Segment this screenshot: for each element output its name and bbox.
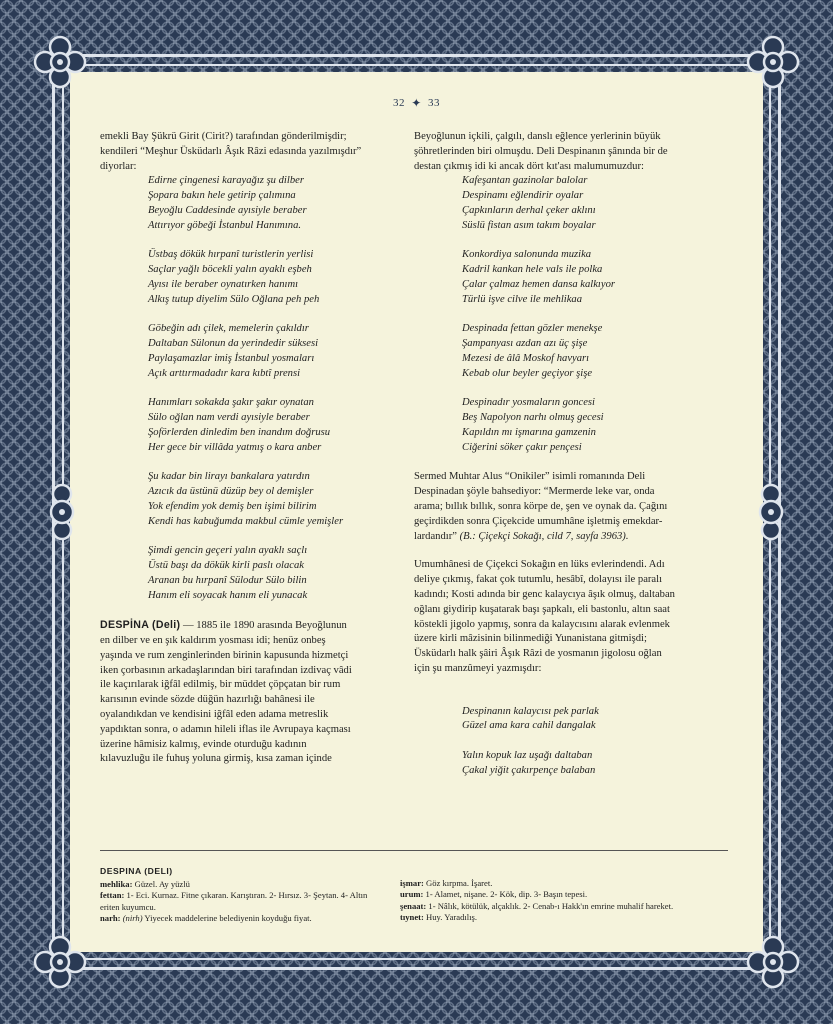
text-line: diyorlar: [100,160,137,172]
left-column [100,130,400,767]
glossary-item [400,901,700,913]
verse-line: Her gece bir villâda yatmış o kara anber [148,441,322,453]
verse-line: Kebab olur beyler geçiyor şişe [462,367,593,379]
text-line: için şu manzûmeyi yazmışdır: [414,662,542,674]
glossary-left [100,866,376,925]
corner-ornament-icon [33,35,87,89]
verse-line: Despinada fettan gözler menekşe [462,323,603,335]
poem-stanza [462,396,726,455]
verse-line: Kendi has kabuğumda makbul cümle yemişler [148,515,344,527]
glossary-term: işmar: [400,877,424,888]
verse-line: Yalın kopuk laz uşağı daltaban [462,750,593,762]
verse-line: Üstü başı da dökük kirli paslı olacak [148,560,304,572]
corner-ornament-icon [746,935,800,989]
glossary-definition: Güzel. Ay yüzlü [132,878,190,889]
verse-line: Sülo oğlan nam verdi ayısiyle beraber [148,412,310,424]
dictionary-entry [100,618,400,767]
page-number-right: 33 [428,97,441,110]
poem-stanza [148,174,400,233]
text-line: geçirdikden sonra Çiçekcide umumhâne işletmiş emekdar- [414,515,663,527]
verse-line: Aranan bu hırpanî Sülodur Sülo bilin [148,574,307,586]
entry-headword: DESPİNA (Deli) [100,619,181,632]
verse-line: Şimdi gencin geçeri yalın ayaklı saçlı [148,545,308,557]
text-line: karısının evinde sözde düğün hazırlığı bahânesi ile [100,694,315,706]
text-line: yaşında ve rum zenginlerinden birinin kapusunda hizmetçi [100,649,349,661]
verse-line: Azıcık da üstünü düzüp bey ol demişler [148,486,314,498]
glossary-term: mehlika: [100,878,133,889]
glossary-definition: 1- Nâlık, kötülük, alçaklık. 2- Cenab-ı Hakk'ın emrine muhalif hareket. [426,900,674,911]
verse-line: Paylaşamazlar imiş İstanbul yosmaları [148,352,315,364]
text-line: arama; bıllık bıllık, sonra körpe de, şen ve oynak da. Çağını [414,500,668,512]
verse-line: Çapkınların derhal çeker aklını [462,204,596,216]
text-line [414,530,726,545]
verse-line: Konkordiya salonunda muzika [462,249,592,261]
verse-line: Açık arttırmadadır kara kıbtî prensi [148,367,301,379]
text-fragment: lardandır” [414,530,457,542]
glossary-item [400,912,700,924]
poem-stanza [462,322,726,381]
body-paragraph [414,558,726,676]
verse-line: Üstbaş dökük hırpanî turistlerin yerlisi [148,249,314,261]
text-line: kadındı; Kosti adında bir genc kalaycıya âşık olmuş, daltaban [414,588,675,600]
verse-line: Ciğerini söker çakır pençesi [462,441,582,453]
poem-stanza [148,544,400,603]
verse-line: Attırıyor göbeği İstanbul Hanımına. [148,219,302,231]
verse-line: Çakal yiğit çakırpençe balaban [462,764,596,776]
text-line: iken çorbasının arkadaşlarından biri tarafından izdivaç vâdi [100,664,352,676]
poem-stanza [148,396,400,455]
verse-line: Beş Napolyon narhı olmuş gecesi [462,412,604,424]
verse-line: Despinadır yosmaların goncesi [462,397,596,409]
text-line: Umumhânesi de Çiçekci Sokağın en lüks evlerindendi. Adı [414,559,665,571]
side-ornament-icon [751,482,791,542]
text-line: Sermed Muhtar Alus “Onikiler” isimli romanında Deli [414,471,646,483]
text-line: kılavuzluğu ile fuhuş yoluna girmiş, kısa zaman içinde [100,753,332,765]
text-line: en dilber ve en şık kaldırım yosması idi; henüz onbeş [100,635,326,647]
text-line: üzerine hâmisiz kalmış, evinde oturduğu kadının [100,738,307,750]
verse-line: Hanım eli soyacak hanım eli yunacak [148,589,308,601]
page-number-left: 32 [392,97,405,110]
glossary-right [400,866,700,924]
glossary-term: şenaat: [400,900,427,911]
verse-line: Süslü fistan asım takım boyalar [462,219,596,231]
glossary-item [100,890,376,913]
verse-line: Güzel ama kara cahil dangalak [462,720,596,732]
verse-line: Çalar çalmaz hemen dansa kalkıyor [462,278,615,290]
side-ornament-icon [42,482,82,542]
text-line: deliye çıkmış, fakat çok tutumlu, hesâbî, dolayısı ile paralı [414,574,663,586]
verse-line: Beyoğlu Caddesinde ayısiyle beraber [148,204,307,216]
verse-line: Hanımları sokakda şakır şakır oynatan [148,397,314,409]
poem-stanza [148,248,400,307]
verse-line: Despinamı eğlendirir oyalar [462,190,584,202]
glossary-term: tıynet: [400,912,424,923]
glossary-divider [100,850,728,851]
glossary-item [100,879,376,891]
text-line: Despinadan şöyle bahsediyor: “Mermerde leke var, onda [414,486,655,498]
verse-line: Mezesi de âlâ Moskof havyarı [462,352,590,364]
verse-line: Yok efendim yok demiş ben işimi bilirim [148,500,317,512]
glossary-definition: Göz kırpma. İşaret. [423,877,493,888]
right-column [414,130,726,793]
glossary-title: DESPINA (DELI) [100,866,173,876]
text-line: köstekli jigolo yapmış, sonra da kalaycısını alarak evlenmek [414,618,670,630]
text-line: oğlanı giydirip kuşatarak başı şapkalı, eli bastonlu, altın saat [414,603,670,615]
glossary-term: narh: [100,913,121,924]
glossary-item [100,913,376,925]
verse-line: Şu kadar bin lirayı bankalara yatırdın [148,471,310,483]
text-line: şöhretlerinden biri olmuşdu. Deli Despinanın şânında bir de [414,145,668,157]
glossary-definition: 1- Alamet, nişane. 2- Kök, dip. 3- Başın tepesi. [423,889,588,900]
poem-stanza [462,749,726,779]
verse-line: Ayısı ile beraber oynatırken hanımı [148,278,299,290]
glossary-note: (nirh) [120,913,143,924]
glossary-spacer [400,866,700,878]
verse-line: Alkış tutup diyelim Sülo Oğlana peh peh [148,293,320,305]
corner-ornament-icon [33,935,87,989]
text-line: kendileri “Meşhur Üsküdarlı Âşık Râzi edasında yazılmışdır” [100,145,362,157]
glossary-definition: 1- Eci. Kurnaz. Fitne çıkaran. Karıştıran. 2- Hırsız. 3- Şeytan. 4- Altın eriten kuyumcu. [100,890,368,912]
text-line: oyalandıkdan ve kendisini iğfâl eden adama metreslik [100,709,329,721]
right-intro [414,130,726,174]
verse-line: Kafeşantan gazinolar balolar [462,175,588,187]
verse-line: Despinanın kalaycısı pek parlak [462,705,599,717]
glossary-definition: Huy. Yaradılış. [423,912,478,923]
verse-line: Şoförlerden dinledim ben inandım doğrusu [148,426,331,438]
text-line: Üsküdarlı halk şâiri Âşık Râzi de yosmanın jigolosu oğlan [414,648,662,660]
poem-stanza [148,322,400,381]
reference: (B.: Çiçekçi Sokağı, cild 7, sayfa 3963). [456,530,629,542]
text-line: emekli Bay Şükrü Girit (Cirit?) tarafından gönderilmişdir; [100,131,347,142]
text-line: ile kaçırılarak iğfâl edilmiş, bir müddet çöpçatan bir rum [100,679,341,691]
text-line: yapdıktan sonra, o adamın hileli iflas ile Avrupaya kaçması [100,723,351,735]
verse-line: Kadril kankan hele vals ile polka [462,264,603,276]
page-header [70,96,763,111]
verse-line: Saçlar yağlı böcekli yalın ayaklı eşbeh [148,264,312,276]
glossary-term: urum: [400,889,424,900]
glossary-term: fettan: [100,890,125,901]
text-line: Beyoğlunun içkili, çalgılı, danslı eğlence yerlerinin büyük [414,131,661,142]
glossary-definition: Yiyecek maddelerine belediyenin koyduğu fiyat. [142,913,312,924]
poem-stanza [148,470,400,529]
tulip-ornament-icon: ✦ [411,96,422,110]
poem-stanza [462,248,726,307]
text-line: üzere kirli mâzisinin bilinmediği Yunanistana gitmişdi; [414,633,647,645]
left-intro [100,130,400,174]
corner-ornament-icon [746,35,800,89]
poem-stanza [462,705,726,735]
poem-stanza [462,174,726,233]
text-line [100,618,400,634]
verse-line: Şampanyası azdan azı üç şişe [462,338,588,350]
verse-line: Türlü işve cilve ile mehlikaa [462,293,583,305]
verse-line: Şopara bakın hele getirip çalımına [148,190,296,202]
page [70,72,763,952]
quote-paragraph [414,470,726,544]
verse-line: Göbeğin adı çilek, memelerin çakıldır [148,323,309,335]
verse-line: Edirne çingenesi karayağız şu dilber [148,175,304,187]
verse-line: Kapıldın mı işmarına gamzenin [462,426,596,438]
glossary-item [400,878,700,890]
text-line: destan çıkmış idi ki ancak dört kıt'ası malumumuzdur: [414,160,644,172]
verse-line: Daltaban Sülonun da yerindedir süksesi [148,338,319,350]
glossary-item [400,889,700,901]
entry-text: — 1885 ile 1890 arasında Beyoğlunun [180,620,347,632]
